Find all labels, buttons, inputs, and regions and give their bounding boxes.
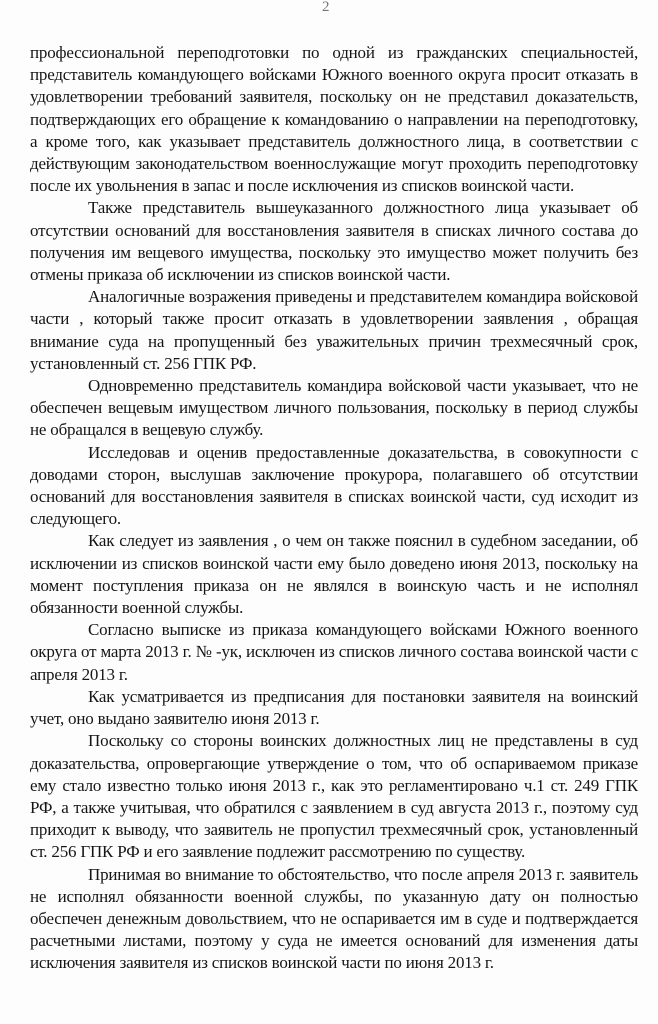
paragraph-conclusion: Принимая во внимание то обстоятельство, что после апреля 2013 г. заявитель не исполнял обязанности военной службы, по указанную дату он полностью обеспечен денежным довольствием, что не оспаривается им в суде и подтверждается расчетными листами, поэтому у суда не имеется оснований для изменения даты исключения заявителя из списков воинской части по июня 2013 г. [30, 864, 638, 973]
paragraph-military-registration: Как усматривается из предписания для постановки заявителя на воинский учет, оно выдано заявителю июня 2013 г. [30, 686, 638, 729]
paragraph-deadline: Поскольку со стороны воинских должностных лиц не представлены в суд доказательства, опровергающие утверждение о том, что об оспариваемом приказе ему стало известно только июня 2013 г., как это регламентировано ч.1 ст. 249 ГПК РФ, а также учитывая, что обратился с заявлением в суд августа 2013 г., поэтому суд приходит к выводу, что заявитель не пропустил трехмесячный срок, установленный ст. 256 ГПК РФ и его заявление подлежит рассмотрению по существу. [30, 731, 638, 862]
paragraph-property: Также представитель вышеуказанного должностного лица указывает об отсутствии оснований для восстановления заявителя в списках личного состава до получения им вещевого имущества, поскольку это имущество может получить без отмены приказа об исключении из списков воинской части. [30, 198, 638, 285]
paragraph-notification: Как следует из заявления , о чем он также пояснил в судебном заседании, об исключении из списков воинской части ему было доведено июня 2013, поскольку на момент поступления приказа он не являлся в воинскую часть и не исполнял обязанности военной службы. [30, 531, 638, 618]
paragraph-retraining: профессиональной переподготовки по одной из гражданских специальностей, представитель командующего войсками Южного военного округа просит отказать в удовлетворении требований заявителя, поскольку он не представил доказательств, подтверждающих его обращение к командованию о направлении на переподготовку, а кроме того, как указывает представитель должностного лица, в соответствии с действующим законодательством военнослужащие могут проходить переподготовку после их увольнения в запас и после исключения из списков воинской части. [30, 43, 638, 196]
paragraph-court-assessment: Исследовав и оценив предоставленные доказательства, в совокупности с доводами сторон, выслушав заключение прокурора, полагавшего об отсутствии оснований для восстановления заявителя в списках воинской части, суд исходит из следующего. [30, 442, 638, 529]
page-number: 2 [322, 0, 330, 15]
paragraph-order-extract: Согласно выписке из приказа командующего войсками Южного военного округа от марта 2013 г. № -ук, исключен из списков личного состава воинской части с апреля 2013 г. [30, 620, 638, 684]
paragraph-unit-commander-objections: Аналогичные возражения приведены и представителем командира войсковой части , который также просит отказать в удовлетворении заявления , обращая внимание суда на пропущенный без уважительных причин трехмесячный срок, установленный ст. 256 ГПК РФ. [30, 287, 638, 373]
paragraph-clothing-supply: Одновременно представитель командира войсковой части указывает, что не обеспечен вещевым имуществом личного пользования, поскольку в период службы не обращался в вещевую службу. [30, 376, 638, 440]
document-body [30, 42, 638, 975]
